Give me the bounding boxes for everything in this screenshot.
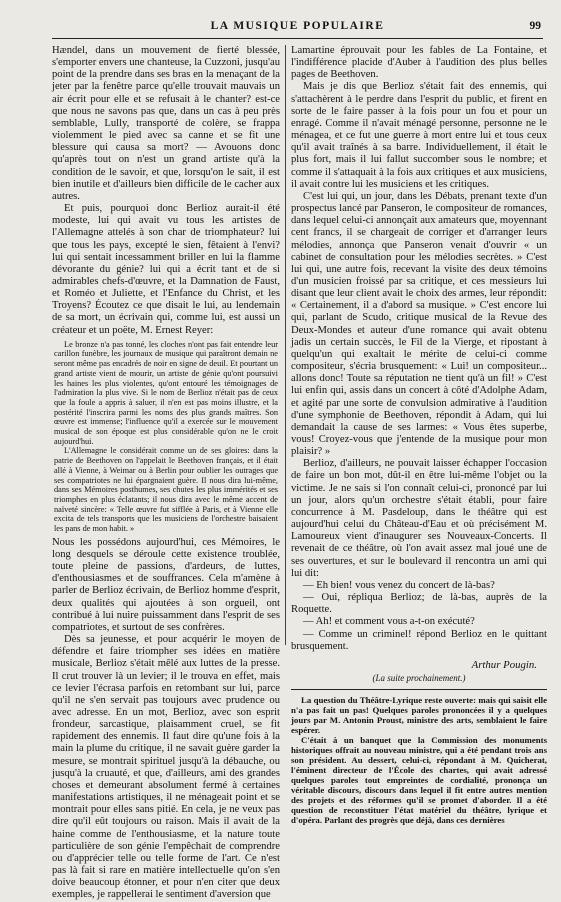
dialogue-line: — Ah! et comment vous a-t-on exécuté? <box>303 616 475 628</box>
author-signature: Arthur Pougin. <box>471 658 537 671</box>
quoted-note <box>54 340 278 534</box>
dialogue-line: — Eh bien! vous venez du concert de là-bas? <box>303 579 495 591</box>
news-paragraph: La question du Théâtre-Lyrique reste ouverte: mais qui saisit elle n'a pas fait un pas! Quelques paroles prononcées il y a quelques jours par M. Antonin Proust, ministre des arts, semblaient le faire espérer. <box>291 694 547 735</box>
article-paragraph: Et puis, pourquoi donc Berlioz aurait-il été modeste, lui qui avait vu tous les artistes de l'Allemagne attelés à son char de triomphateur? lui que tous les pays, excepté le sien, fêtaient à l'envi? lui qui sentait incessamment briller en lui la flamme dévorante du génie? lui qui a écrit tant et de si admirables chefs-d'œuvre, et la Damnation de Faust, et Roméo et Juliette, et l'Enfance du Christ, et les Troyens? Écoutez ce que disait le lui, au lendemain de sa mort, un écrivain qui, comme lui, est aussi un créateur et un poëte, M. Ernest Reyer: <box>52 203 280 336</box>
article-paragraph: C'est lui qui, un jour, dans les Débats, prenant texte d'un prospectus lancé par Panseron, le compositeur de romances, dans lequel celui-ci annonçait aux amateurs que, moyennant cent francs, il se chargeait de corriger et d'arranger leurs mélodies, annonça que Panseron venait d'ouvrir « un cabinet de consultation pour les mélodies secrètes. » C'est lui qui, une autre fois, recevant la visite des deux témoins d'un musicien froissé par sa critique, et ces messieurs lui disant que leur client avait le choix des armes, leur répondit: « Certainement, il a d'abord sa musique. » C'est encore lui qui, parlant de Scudo, critique musical de la Revue des Deux-Mondes et auteur d'une romance qui avait obtenu jadis un certain succès, le Fil de la Vierge, et ripostant à quelqu'un qui exaltait le mérite de celui-ci comme compositeur, s'écria brusquement: « Lui! un compositeur... allons donc! Toute sa réputation ne tient qu'à un fil! » C'est lui enfin qui, assis dans un concert à côté d'Adolphe Adam, et agité par une sorte de convulsion admirative à l'audition d'une symphonie de Beethoven, répondit à Adam, qui lui demandait la cause de ses larmes: « Vous êtes superbe, vous! Croyez-vous que j'entende de la musique pour mon plaisir? » <box>291 190 547 458</box>
section-separator <box>291 689 547 690</box>
article-paragraph: Mais je dis que Berlioz s'était fait des ennemis, qui s'attachèrent à le perdre dans l'esprit du public, et firent en sorte de le faire passer à la fois pour un fou et pour un enragé. Comme il n'avait ménagé personne, personne ne le ménagea, et ce fut une guerre à mort entre lui et tous ceux qu'il avait traînés à sa barre. Individuellement, il était le plus fort, mais il lui fallut succomber sous le nombre; et comme il s'attaquait à la fois aux critiques et aux musiciens, il avait contre lui les musiciens et les critiques. <box>291 81 547 190</box>
dialogue-line: — Oui, répliqua Berlioz; de là-bas, auprès de la Roquette. <box>291 592 547 616</box>
page-number: 99 <box>529 20 541 32</box>
dialogue-line: — Comme un criminel! répond Berlioz en le quittant brusquement. <box>291 628 547 652</box>
article-paragraph: Lamartine éprouvait pour les fables de La Fontaine, et l'indifférence placide d'Auber à l'audition des plus belles pages de Beethoven. <box>291 45 547 81</box>
note-paragraph: L'Allemagne le considérait comme un de ses gloires: dans la patrie de Beethoven on l'appelait le Beethoven français, et il était allé à Vienne, à Weimar ou à Berlin pour oublier les outrages que ses compatriotes ne lui épargnaient guère. Il nous dira lui-même, dans ses Mémoires posthumes, ses chutes les plus immérités et ses triomphes en plus éclatants; il nous dira avec le même accent de naïveté sincère: « Telle œuvre fut sifflée à Paris, et à Vienne elle excita de tels transports que les musiciens de l'orchestre baisaient les pans de mon habit. » <box>54 446 278 534</box>
right-column <box>291 45 547 825</box>
page-header <box>52 20 543 39</box>
news-paragraph: C'était à un banquet que la Commission des monuments historiques offrait au nouveau ministre, qui a été pendant trois ans son président. Au dessert, celui-ci, répondant à M. Quicherat, l'éminent directeur de l'École des chartes, qui avait adressé quelques paroles tout empreintes de cordialité, prononça un véritable discours, discours dans lequel il fit entre autres mention des projets et des réformes qu'il se promet d'aborder. Il a été question de reconstituer l'état matériel du théâtre, lyrique et d'opéra. Parlant des progrès que déjà, dans ces dernières <box>291 734 547 825</box>
left-column <box>52 45 280 901</box>
note-paragraph: Le bronze n'a pas tonné, les cloches n'ont pas fait entendre leur carillon funèbre, les journaux de musique qui paraîtront demain ne seront même pas encadrés de noir en signe de deuil. Et pourtant un grand artiste vient de mourir, un artiste de génie qu'ont poursuivi les haines les plus violentes, qu'ont entouré les témoignages de l'admiration la plus vive. Si le nom de Berlioz n'était pas de ceux que la foule a appris à saluer, il n'en est pas moins illustre, et la postérité l'inscrira parmi les noms des plus grands maîtres. Son œuvre est immense; l'influence qu'il a exercée sur le mouvement musical de son époque est plus considérable qu'on ne le croit aujourd'hui. <box>54 339 278 446</box>
running-title: LA MUSIQUE POPULAIRE <box>210 20 385 32</box>
article-paragraph: Nous les possédons aujourd'hui, ces Mémoires, le long desquels se déroule cette existence troublée, toute pleine de passions, d'ardeurs, de luttes, d'enthousiasmes et de souffrances. Cela m'amène à parler de Berlioz écrivain, de Berlioz homme d'esprit, deux qualités qui ajoutées à son orgueil, ont contribué à lui nuire puissamment dans l'esprit de ses compatriotes, et surtout de ses confrères. <box>52 536 280 633</box>
article-paragraph: Hændel, dans un mouvement de fierté blessée, s'emporter envers une chanteuse, la Cuzzoni, jusqu'au point de la prendre dans ses bras en la menaçant de la jeter par la fenêtre parce qu'elle trouvait mauvais un air écrit pour elle et se refusait à le chanter? est-ce que nous ne savons pas que, dans un cas à peu près semblable, Lully, transporté de colère, se frappa violemment le pied avec sa canne et se fit une blessure qui causa sa mort? — Avouons donc qu'après tout on n'est un grand artiste qu'à la condition de le savoir, et que, lorsqu'on le sait, il est bien inutile et d'ailleurs bien difficile de le cacher aux autres. <box>52 45 280 202</box>
article-paragraph: Berlioz, d'ailleurs, ne pouvait laisser échapper l'occasion de faire un bon mot, dût-il en être lui-même l'objet ou la victime. Je ne sais si l'on connaît celui-ci, prononcé par lui un jour, alors qu'un orchestre s'était établi, pour faire concurrence à M. Pasdeloup, dans le théâtre qui est aujourd'hui celui du Château-d'Eau et où précisément M. Lamoureux vient d'inaugurer ses Nouveaux-Concerts. Il revenait de ce théâtre, où l'on avait assez mal joué une de ses ouvertures, et sur le boulevard il rencontra un ami qui lui dit: <box>291 458 547 579</box>
article-paragraph: Dès sa jeunesse, et pour acquérir le moyen de défendre et faire triompher ses idées en matière musicale, Berlioz s'était mêlé aux luttes de la presse. Il crut trouver là un levier; il le trouva en effet, mais ce levier l'écrasa parfois en retombant sur lui, parce qu'il ne s'en servait pas toujours avec prudence ou avec adresse. En un mot, Berlioz, avec son esprit frondeur, sarcastique, plaisamment cruel, se fit rapidement des ennemis. Il faut dire qu'une fois à la main la plume du critique, il ne savait guère garder la mesure, se montrait spirituel jusqu'à la débauche, ou jusqu'à la cruauté, et que, d'ailleurs, ami des grandes choses et demeurant absolument fermé à certaines manifestations artistiques, il ne ménageait point et se montrait pour elles sans pitié. En cela, je ne veux pas dire qu'il eût toujours ou raison. Mais il avait de la haine comme de l'enthousiasme, et la nature toute particulière de son génie l'empêchait de comprendre ou d'apprécier telle ou telle forme de l'art. Ce n'est pas là fait si rare en matière intellectuelle qu'on s'en doive beaucoup étonner, et pour n'en citer que deux exemples, je rappellerai le sentiment d'aversion que <box>52 634 280 901</box>
continuation-note: (La suite prochainement.) <box>372 672 466 683</box>
news-section <box>291 695 547 825</box>
column-divider <box>285 45 286 645</box>
